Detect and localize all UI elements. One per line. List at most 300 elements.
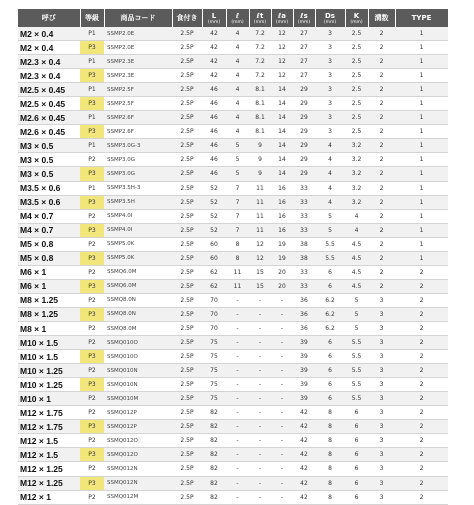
ds-cell: 3 — [315, 55, 345, 69]
ls-cell: 27 — [293, 55, 315, 69]
ds-cell: 3 — [315, 83, 345, 97]
length-cell: 75 — [202, 336, 226, 350]
grade-cell: P3 — [80, 350, 104, 364]
k-cell: 3.2 — [345, 139, 368, 153]
ls-cell: 29 — [293, 97, 315, 111]
length-cell: 82 — [202, 434, 226, 448]
table-row — [18, 55, 448, 69]
chamfer-cell: 2.5P — [172, 139, 202, 153]
k-cell: 6 — [345, 434, 368, 448]
product-code-cell: SSMP2.5F — [104, 97, 172, 111]
flutes-cell: 2 — [368, 237, 395, 251]
chamfer-cell: 2.5P — [172, 97, 202, 111]
type-cell: 2 — [395, 476, 448, 490]
ds-cell: 4 — [315, 167, 345, 181]
ds-cell: 8 — [315, 420, 345, 434]
ls-cell: 42 — [293, 420, 315, 434]
ls-cell: 39 — [293, 350, 315, 364]
k-cell: 5 — [345, 293, 368, 307]
chamfer-cell: 2.5P — [172, 167, 202, 181]
lt-cell: 11 — [249, 209, 271, 223]
lt-cell: - — [249, 406, 271, 420]
la-cell: 14 — [271, 83, 293, 97]
product-code-cell: SSMP5.0K — [104, 237, 172, 251]
lt-cell: 9 — [249, 153, 271, 167]
la-cell: - — [271, 490, 293, 504]
flutes-cell: 2 — [368, 69, 395, 83]
length-cell: 82 — [202, 462, 226, 476]
chamfer-cell: 2.5P — [172, 251, 202, 265]
product-code-cell: SSMQ012P — [104, 406, 172, 420]
l-cell: 5 — [226, 139, 249, 153]
chamfer-cell: 2.5P — [172, 336, 202, 350]
grade-cell: P2 — [80, 490, 104, 504]
column-header: 呼び — [18, 9, 80, 27]
grade-cell: P1 — [80, 139, 104, 153]
column-header: 食付き — [172, 9, 202, 27]
chamfer-cell: 2.5P — [172, 406, 202, 420]
ls-cell: 42 — [293, 476, 315, 490]
length-cell: 52 — [202, 223, 226, 237]
flutes-cell: 3 — [368, 420, 395, 434]
product-code-cell: SSMQ010N — [104, 378, 172, 392]
l-cell: 4 — [226, 97, 249, 111]
la-cell: 19 — [271, 251, 293, 265]
product-code-cell: SSMQ010O — [104, 336, 172, 350]
type-cell: 1 — [395, 111, 448, 125]
grade-cell: P3 — [80, 97, 104, 111]
flutes-cell: 2 — [368, 195, 395, 209]
chamfer-cell: 2.5P — [172, 434, 202, 448]
type-cell: 2 — [395, 265, 448, 279]
product-code-cell: SSMP3.5H-3 — [104, 181, 172, 195]
ls-cell: 38 — [293, 237, 315, 251]
lt-cell: - — [249, 321, 271, 335]
ds-cell: 5.5 — [315, 251, 345, 265]
length-cell: 75 — [202, 350, 226, 364]
la-cell: 19 — [271, 237, 293, 251]
la-cell: 14 — [271, 125, 293, 139]
product-code-cell: SSMQ012O — [104, 434, 172, 448]
k-cell: 5.5 — [345, 378, 368, 392]
la-cell: - — [271, 321, 293, 335]
flutes-cell: 2 — [368, 265, 395, 279]
type-cell: 2 — [395, 420, 448, 434]
lt-cell: 8.1 — [249, 97, 271, 111]
type-cell: 2 — [395, 378, 448, 392]
chamfer-cell: 2.5P — [172, 27, 202, 41]
length-cell: 75 — [202, 392, 226, 406]
type-cell: 2 — [395, 293, 448, 307]
lt-cell: - — [249, 448, 271, 462]
chamfer-cell: 2.5P — [172, 378, 202, 392]
ds-cell: 3 — [315, 125, 345, 139]
la-cell: - — [271, 293, 293, 307]
chamfer-cell: 2.5P — [172, 420, 202, 434]
ds-cell: 6.2 — [315, 321, 345, 335]
l-cell: 4 — [226, 41, 249, 55]
type-cell: 2 — [395, 406, 448, 420]
size-cell: M6 × 1 — [18, 279, 80, 293]
ls-cell: 39 — [293, 336, 315, 350]
chamfer-cell: 2.5P — [172, 392, 202, 406]
grade-cell: P3 — [80, 125, 104, 139]
la-cell: 12 — [271, 55, 293, 69]
flutes-cell: 3 — [368, 350, 395, 364]
grade-cell: P2 — [80, 434, 104, 448]
l-cell: 4 — [226, 27, 249, 41]
table-row — [18, 69, 448, 83]
grade-cell: P3 — [80, 41, 104, 55]
lt-cell: 8.1 — [249, 83, 271, 97]
type-cell: 1 — [395, 153, 448, 167]
grade-cell: P2 — [80, 392, 104, 406]
table-row — [18, 125, 448, 139]
column-header: ℓt (mm) — [249, 9, 271, 27]
grade-cell: P2 — [80, 237, 104, 251]
length-cell: 82 — [202, 448, 226, 462]
lt-cell: 9 — [249, 167, 271, 181]
ds-cell: 6 — [315, 336, 345, 350]
type-cell: 2 — [395, 490, 448, 504]
grade-cell: P3 — [80, 195, 104, 209]
ds-cell: 6 — [315, 265, 345, 279]
product-code-cell: SSMP5.0K — [104, 251, 172, 265]
k-cell: 6 — [345, 420, 368, 434]
grade-cell: P2 — [80, 293, 104, 307]
table-row — [18, 378, 448, 392]
k-cell: 4 — [345, 223, 368, 237]
table-row — [18, 392, 448, 406]
l-cell: 4 — [226, 69, 249, 83]
grade-cell: P3 — [80, 251, 104, 265]
product-code-cell: SSMQ012P — [104, 420, 172, 434]
lt-cell: 11 — [249, 181, 271, 195]
grade-cell: P2 — [80, 321, 104, 335]
lt-cell: - — [249, 307, 271, 321]
length-cell: 46 — [202, 139, 226, 153]
ds-cell: 8 — [315, 406, 345, 420]
ls-cell: 42 — [293, 406, 315, 420]
chamfer-cell: 2.5P — [172, 279, 202, 293]
ls-cell: 38 — [293, 251, 315, 265]
l-cell: 5 — [226, 153, 249, 167]
chamfer-cell: 2.5P — [172, 307, 202, 321]
flutes-cell: 3 — [368, 307, 395, 321]
product-code-cell: SSMP3.5H — [104, 195, 172, 209]
column-header: 等級 — [80, 9, 104, 27]
type-cell: 1 — [395, 223, 448, 237]
l-cell: - — [226, 476, 249, 490]
l-cell: - — [226, 350, 249, 364]
k-cell: 3.2 — [345, 167, 368, 181]
k-cell: 2.5 — [345, 125, 368, 139]
chamfer-cell: 2.5P — [172, 490, 202, 504]
length-cell: 52 — [202, 195, 226, 209]
ds-cell: 4 — [315, 195, 345, 209]
lt-cell: - — [249, 392, 271, 406]
l-cell: - — [226, 448, 249, 462]
lt-cell: 15 — [249, 279, 271, 293]
length-cell: 46 — [202, 125, 226, 139]
length-cell: 42 — [202, 69, 226, 83]
table-row — [18, 448, 448, 462]
ls-cell: 29 — [293, 167, 315, 181]
chamfer-cell: 2.5P — [172, 41, 202, 55]
ds-cell: 6 — [315, 378, 345, 392]
lt-cell: 11 — [249, 223, 271, 237]
table-row — [18, 321, 448, 335]
table-row — [18, 265, 448, 279]
size-cell: M2 × 0.4 — [18, 27, 80, 41]
length-cell: 82 — [202, 476, 226, 490]
product-code-cell: SSMP2.0E — [104, 41, 172, 55]
product-code-cell: SSMP2.6F — [104, 125, 172, 139]
table-row — [18, 434, 448, 448]
type-cell: 2 — [395, 336, 448, 350]
table-row — [18, 223, 448, 237]
flutes-cell: 2 — [368, 83, 395, 97]
length-cell: 62 — [202, 265, 226, 279]
grade-cell: P2 — [80, 364, 104, 378]
size-cell: M10 × 1.5 — [18, 336, 80, 350]
chamfer-cell: 2.5P — [172, 364, 202, 378]
table-row — [18, 364, 448, 378]
size-cell: M3 × 0.5 — [18, 153, 80, 167]
flutes-cell: 3 — [368, 462, 395, 476]
ds-cell: 4 — [315, 153, 345, 167]
lt-cell: - — [249, 350, 271, 364]
length-cell: 60 — [202, 237, 226, 251]
l-cell: 7 — [226, 209, 249, 223]
k-cell: 6 — [345, 448, 368, 462]
grade-cell: P3 — [80, 378, 104, 392]
l-cell: - — [226, 434, 249, 448]
chamfer-cell: 2.5P — [172, 321, 202, 335]
flutes-cell: 2 — [368, 153, 395, 167]
ls-cell: 33 — [293, 279, 315, 293]
size-cell: M10 × 1.5 — [18, 350, 80, 364]
ls-cell: 42 — [293, 448, 315, 462]
grade-cell: P2 — [80, 265, 104, 279]
product-code-cell: SSMQ6.0M — [104, 265, 172, 279]
length-cell: 46 — [202, 153, 226, 167]
chamfer-cell: 2.5P — [172, 476, 202, 490]
type-cell: 1 — [395, 97, 448, 111]
la-cell: 16 — [271, 181, 293, 195]
ds-cell: 5 — [315, 223, 345, 237]
k-cell: 2.5 — [345, 27, 368, 41]
k-cell: 2.5 — [345, 97, 368, 111]
lt-cell: - — [249, 462, 271, 476]
k-cell: 3.2 — [345, 153, 368, 167]
product-code-cell: SSMP2.3E — [104, 55, 172, 69]
grade-cell: P1 — [80, 181, 104, 195]
ds-cell: 6 — [315, 350, 345, 364]
grade-cell: P1 — [80, 111, 104, 125]
ds-cell: 3 — [315, 69, 345, 83]
flutes-cell: 2 — [368, 167, 395, 181]
column-header: TYPE — [395, 9, 448, 27]
lt-cell: - — [249, 434, 271, 448]
size-cell: M2.6 × 0.45 — [18, 125, 80, 139]
type-cell: 1 — [395, 209, 448, 223]
la-cell: 20 — [271, 279, 293, 293]
grade-cell: P2 — [80, 209, 104, 223]
chamfer-cell: 2.5P — [172, 55, 202, 69]
flutes-cell: 2 — [368, 125, 395, 139]
ls-cell: 42 — [293, 434, 315, 448]
length-cell: 46 — [202, 111, 226, 125]
k-cell: 3.2 — [345, 195, 368, 209]
grade-cell: P2 — [80, 336, 104, 350]
k-cell: 2.5 — [345, 83, 368, 97]
l-cell: - — [226, 378, 249, 392]
k-cell: 4.5 — [345, 237, 368, 251]
l-cell: - — [226, 490, 249, 504]
l-cell: - — [226, 321, 249, 335]
l-cell: 11 — [226, 265, 249, 279]
table-row — [18, 209, 448, 223]
grade-cell: P1 — [80, 83, 104, 97]
ds-cell: 8 — [315, 490, 345, 504]
type-cell: 1 — [395, 181, 448, 195]
ds-cell: 6 — [315, 364, 345, 378]
grade-cell: P3 — [80, 448, 104, 462]
k-cell: 6 — [345, 406, 368, 420]
ds-cell: 5.5 — [315, 237, 345, 251]
type-cell: 1 — [395, 251, 448, 265]
la-cell: 14 — [271, 97, 293, 111]
length-cell: 52 — [202, 181, 226, 195]
ls-cell: 33 — [293, 265, 315, 279]
size-cell: M8 × 1.25 — [18, 307, 80, 321]
ds-cell: 4 — [315, 139, 345, 153]
ds-cell: 3 — [315, 97, 345, 111]
grade-cell: P3 — [80, 476, 104, 490]
lt-cell: 12 — [249, 237, 271, 251]
table-row — [18, 27, 448, 41]
column-header: ℓ (mm) — [226, 9, 249, 27]
type-cell: 2 — [395, 279, 448, 293]
product-code-cell: SSMQ8.0N — [104, 307, 172, 321]
lt-cell: - — [249, 490, 271, 504]
la-cell: - — [271, 434, 293, 448]
l-cell: - — [226, 364, 249, 378]
k-cell: 4 — [345, 209, 368, 223]
ds-cell: 8 — [315, 448, 345, 462]
l-cell: - — [226, 420, 249, 434]
flutes-cell: 3 — [368, 378, 395, 392]
product-code-cell: SSMQ010M — [104, 392, 172, 406]
ds-cell: 8 — [315, 476, 345, 490]
length-cell: 42 — [202, 41, 226, 55]
length-cell: 46 — [202, 83, 226, 97]
la-cell: 12 — [271, 69, 293, 83]
ls-cell: 39 — [293, 392, 315, 406]
ls-cell: 36 — [293, 321, 315, 335]
grade-cell: P3 — [80, 420, 104, 434]
lt-cell: 8.1 — [249, 125, 271, 139]
l-cell: 7 — [226, 223, 249, 237]
ls-cell: 27 — [293, 69, 315, 83]
length-cell: 70 — [202, 293, 226, 307]
ls-cell: 27 — [293, 27, 315, 41]
lt-cell: 11 — [249, 195, 271, 209]
grade-cell: P1 — [80, 27, 104, 41]
size-cell: M2.5 × 0.45 — [18, 97, 80, 111]
chamfer-cell: 2.5P — [172, 181, 202, 195]
k-cell: 4.5 — [345, 279, 368, 293]
product-code-cell: SSMQ6.0M — [104, 279, 172, 293]
size-cell: M3.5 × 0.6 — [18, 195, 80, 209]
table-row — [18, 181, 448, 195]
length-cell: 75 — [202, 364, 226, 378]
k-cell: 2.5 — [345, 111, 368, 125]
la-cell: 14 — [271, 167, 293, 181]
column-header: 商品コード — [104, 9, 172, 27]
lt-cell: 9 — [249, 139, 271, 153]
la-cell: 16 — [271, 195, 293, 209]
table-row — [18, 139, 448, 153]
grade-cell: P3 — [80, 69, 104, 83]
chamfer-cell: 2.5P — [172, 448, 202, 462]
grade-cell: P2 — [80, 462, 104, 476]
table-row — [18, 83, 448, 97]
ls-cell: 27 — [293, 41, 315, 55]
la-cell: 14 — [271, 111, 293, 125]
size-cell: M12 × 1.75 — [18, 406, 80, 420]
lt-cell: 15 — [249, 265, 271, 279]
table-row — [18, 251, 448, 265]
column-header: Ds (mm) — [315, 9, 345, 27]
length-cell: 75 — [202, 378, 226, 392]
product-code-cell: SSMQ012O — [104, 448, 172, 462]
l-cell: - — [226, 462, 249, 476]
lt-cell: - — [249, 378, 271, 392]
chamfer-cell: 2.5P — [172, 350, 202, 364]
flutes-cell: 2 — [368, 55, 395, 69]
product-code-cell: SSMP3.0G — [104, 167, 172, 181]
product-code-cell: SSMP2.3E — [104, 69, 172, 83]
size-cell: M8 × 1 — [18, 321, 80, 335]
l-cell: 4 — [226, 83, 249, 97]
ls-cell: 36 — [293, 307, 315, 321]
l-cell: 5 — [226, 167, 249, 181]
k-cell: 5.5 — [345, 336, 368, 350]
table-row — [18, 97, 448, 111]
flutes-cell: 3 — [368, 293, 395, 307]
l-cell: - — [226, 392, 249, 406]
table-row — [18, 237, 448, 251]
la-cell: 16 — [271, 223, 293, 237]
l-cell: 8 — [226, 237, 249, 251]
la-cell: - — [271, 462, 293, 476]
length-cell: 82 — [202, 490, 226, 504]
length-cell: 60 — [202, 251, 226, 265]
size-cell: M3 × 0.5 — [18, 139, 80, 153]
type-cell: 2 — [395, 434, 448, 448]
table-row — [18, 167, 448, 181]
length-cell: 52 — [202, 209, 226, 223]
l-cell: 4 — [226, 55, 249, 69]
ds-cell: 5 — [315, 209, 345, 223]
k-cell: 2.5 — [345, 69, 368, 83]
table-row — [18, 476, 448, 490]
k-cell: 4.5 — [345, 251, 368, 265]
flutes-cell: 3 — [368, 406, 395, 420]
size-cell: M3 × 0.5 — [18, 167, 80, 181]
